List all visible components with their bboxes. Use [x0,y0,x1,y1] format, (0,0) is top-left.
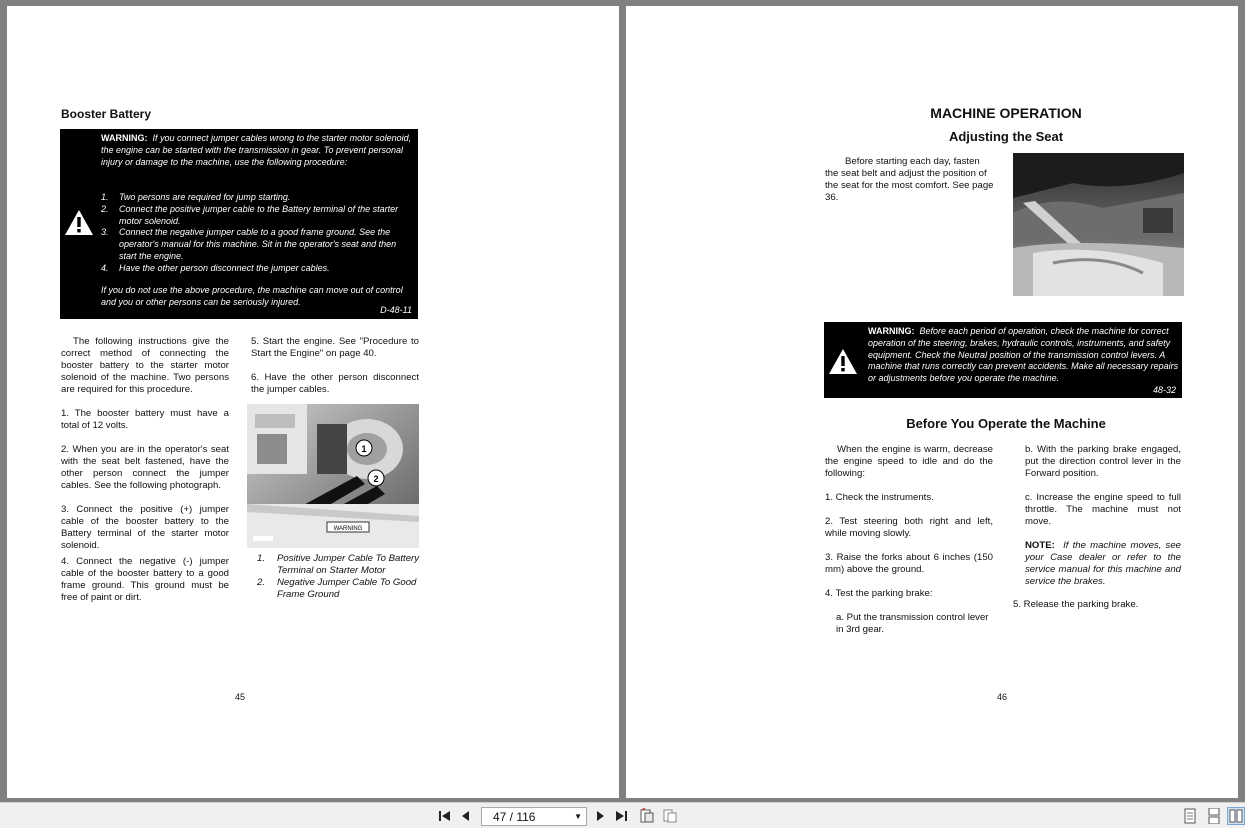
right-column-1 [825,444,993,648]
photo-warning-tag: WARNING [333,526,363,532]
substep-paragraph: b. With the parking brake engaged, put the direction control lever in the Forward position. [1025,444,1181,479]
two-page-view-icon[interactable] [1227,807,1245,825]
page-45 [7,6,619,798]
warning-triangle-icon [64,209,94,236]
step-paragraph: 2. When you are in the operator's seat with the seat belt fastened, have the other person connect the jumper cables. See the following photograph. [61,444,229,491]
warning-steps [101,192,415,275]
next-page-icon[interactable] [592,807,608,825]
warning-code: D-48-11 [380,305,412,315]
right-column-2 [1025,444,1181,600]
caption-item: 2. Negative Jumper Cable To Good Frame Ground [257,577,417,600]
note-label: NOTE: [1025,540,1055,551]
rotate-icon[interactable] [638,807,656,825]
warning-box [60,129,418,319]
step-paragraph: 3. Connect the positive (+) jumper cable of the booster battery to the Battery terminal of the starter motor solenoid. [61,504,229,551]
warning-step: 2. Connect the positive jumper cable to the Battery terminal of the starter motor solenoid. [101,203,399,226]
section-title-adjusting-seat: Adjusting the Seat [948,129,1064,144]
callout-1: 1 [361,444,367,454]
warning-triangle-icon [828,348,858,375]
section-title-before-operate: Before You Operate the Machine [906,416,1106,431]
intro-paragraph: When the engine is warm, decrease the engine speed to idle and do the following: [825,444,993,479]
warning-step: 3. Connect the negative jumper cable to a good frame ground. See the operator's manual for this machine. Sit in the operator's seat and then start the engine. [101,227,397,261]
viewer-toolbar [0,802,1245,828]
warning-step: 4. Have the other person disconnect the jumper cables. [101,262,330,273]
step-paragraph: 3. Raise the forks about 6 inches (150 mm) above the ground. [825,552,993,575]
step-paragraph: 4. Test the parking brake: [825,588,933,599]
chevron-down-icon: ▼ [574,812,582,821]
warning-footer: If you do not use the above procedure, the machine can move out of control and you or other persons can be seriously injured. [101,285,403,307]
step-paragraph: 1. The booster battery must have a total of 12 volts. [61,408,229,431]
page-46: MACHINE OPERATION Adjusting the Seat Before starting each day, fasten the seat belt and adjust the position of the seat for the most comfort. See page 36. WARNING: Before each period of operation, check the machine for correct operation of the steering, brakes, hydraulic controls, instruments, and safety equipment. Check the Neutral position of the transmission control levers. A machine that runs correctly can prevent accidents. Make all necessary repairs or adjustments before you operate the machine. 48-32 Before You Operate the Machine When the engine is warm, decrease the engine speed to idle and do the following: 1. Check the instruments. 2. Test steering both right and left, while moving slowly. 3. Raise the forks about 6 inches (150 mm) above the ground. 4. Test the parking brake: a. Put the transmission control lever in 3rd gear. b. With the parking brake engaged, put the direction control lever in the Forward position. c. Increase the engine speed to full throttle. The machine must not move. NOTE: If the machine moves, see your Case dealer or refer to the service manual for this machine and service the brakes. 5. Release the parking brake. 46 [626,6,1238,798]
jumper-cable-photo [247,404,419,548]
step-paragraph: 6. Have the other person disconnect the jumper cables. [251,372,419,395]
operator-seat-image [1013,153,1184,296]
page-number-select[interactable] [481,807,587,826]
warning-box [824,322,1182,398]
warning-label: WARNING: [101,133,148,143]
page-indicator: 47 / 116 [493,810,536,824]
page-number: 45 [235,692,246,702]
note-paragraph: NOTE: If the machine moves, see your Case dealer or refer to the service manual for this machine and service the brakes. [1025,540,1181,587]
warning-intro [101,133,415,168]
warning-intro-text: If you connect jumper cables wrong to the starter motor solenoid, the engine can be started with the transmission in gear. To prevent personal injury or damage to the machine, use the following procedure: [101,133,412,167]
page-number: 46 [997,692,1008,702]
seat-photo [1013,153,1184,296]
engine-compartment-image [247,404,419,548]
step-paragraph: 5. Start the engine. See "Procedure to Start the Engine" on page 40. [251,336,419,359]
prev-page-icon[interactable] [458,807,474,825]
seat-paragraph: Before starting each day, fasten the seat belt and adjust the position of the seat for the most comfort. See page 36. [825,156,994,203]
first-page-icon[interactable] [436,807,454,825]
substep-paragraph: a. Put the transmission control lever in 3rd gear. [836,612,989,635]
last-page-icon[interactable] [612,807,630,825]
warning-code: 48-32 [1152,385,1176,395]
callout-2: 2 [373,474,379,484]
caption-item: 1. Positive Jumper Cable To Battery Terminal on Starter Motor [257,553,420,576]
single-page-view-icon[interactable] [1181,807,1199,825]
warning-label: WARNING: [868,326,915,336]
section-title-booster-battery: Booster Battery [61,107,152,121]
step-paragraph: 2. Test steering both right and left, while moving slowly. [825,516,993,539]
step-paragraph: 1. Check the instruments. [825,492,934,503]
fit-icon[interactable] [661,807,679,825]
warning-step: 1. Two persons are required for jump starting. [101,192,291,202]
step-paragraph: 4. Connect the negative (-) jumper cable of the booster battery to a good frame ground. This ground must be free of paint or dirt. [61,556,229,603]
step-5: 5. Release the parking brake. [1013,599,1139,610]
intro-paragraph: The following instructions give the correct method of connecting the booster battery to the starter motor solenoid of the machine. Two persons are required for this procedure. [61,336,229,395]
left-column-1 [61,336,229,616]
photo-captions [257,553,427,601]
substep-paragraph: c. Increase the engine speed to full throttle. The machine must not move. [1025,492,1181,527]
warning-text: WARNING: Before each period of operation, check the machine for correct operation of the steering, brakes, hydraulic controls, instruments, and safety equipment. Check the Neutral position of the transmission control levers. A machine that runs correctly can prevent accidents. Make all necessary repairs or adjustments before you operate the machine. [868,326,1179,384]
continuous-view-icon[interactable] [1205,807,1223,825]
left-column-2 [251,336,419,408]
